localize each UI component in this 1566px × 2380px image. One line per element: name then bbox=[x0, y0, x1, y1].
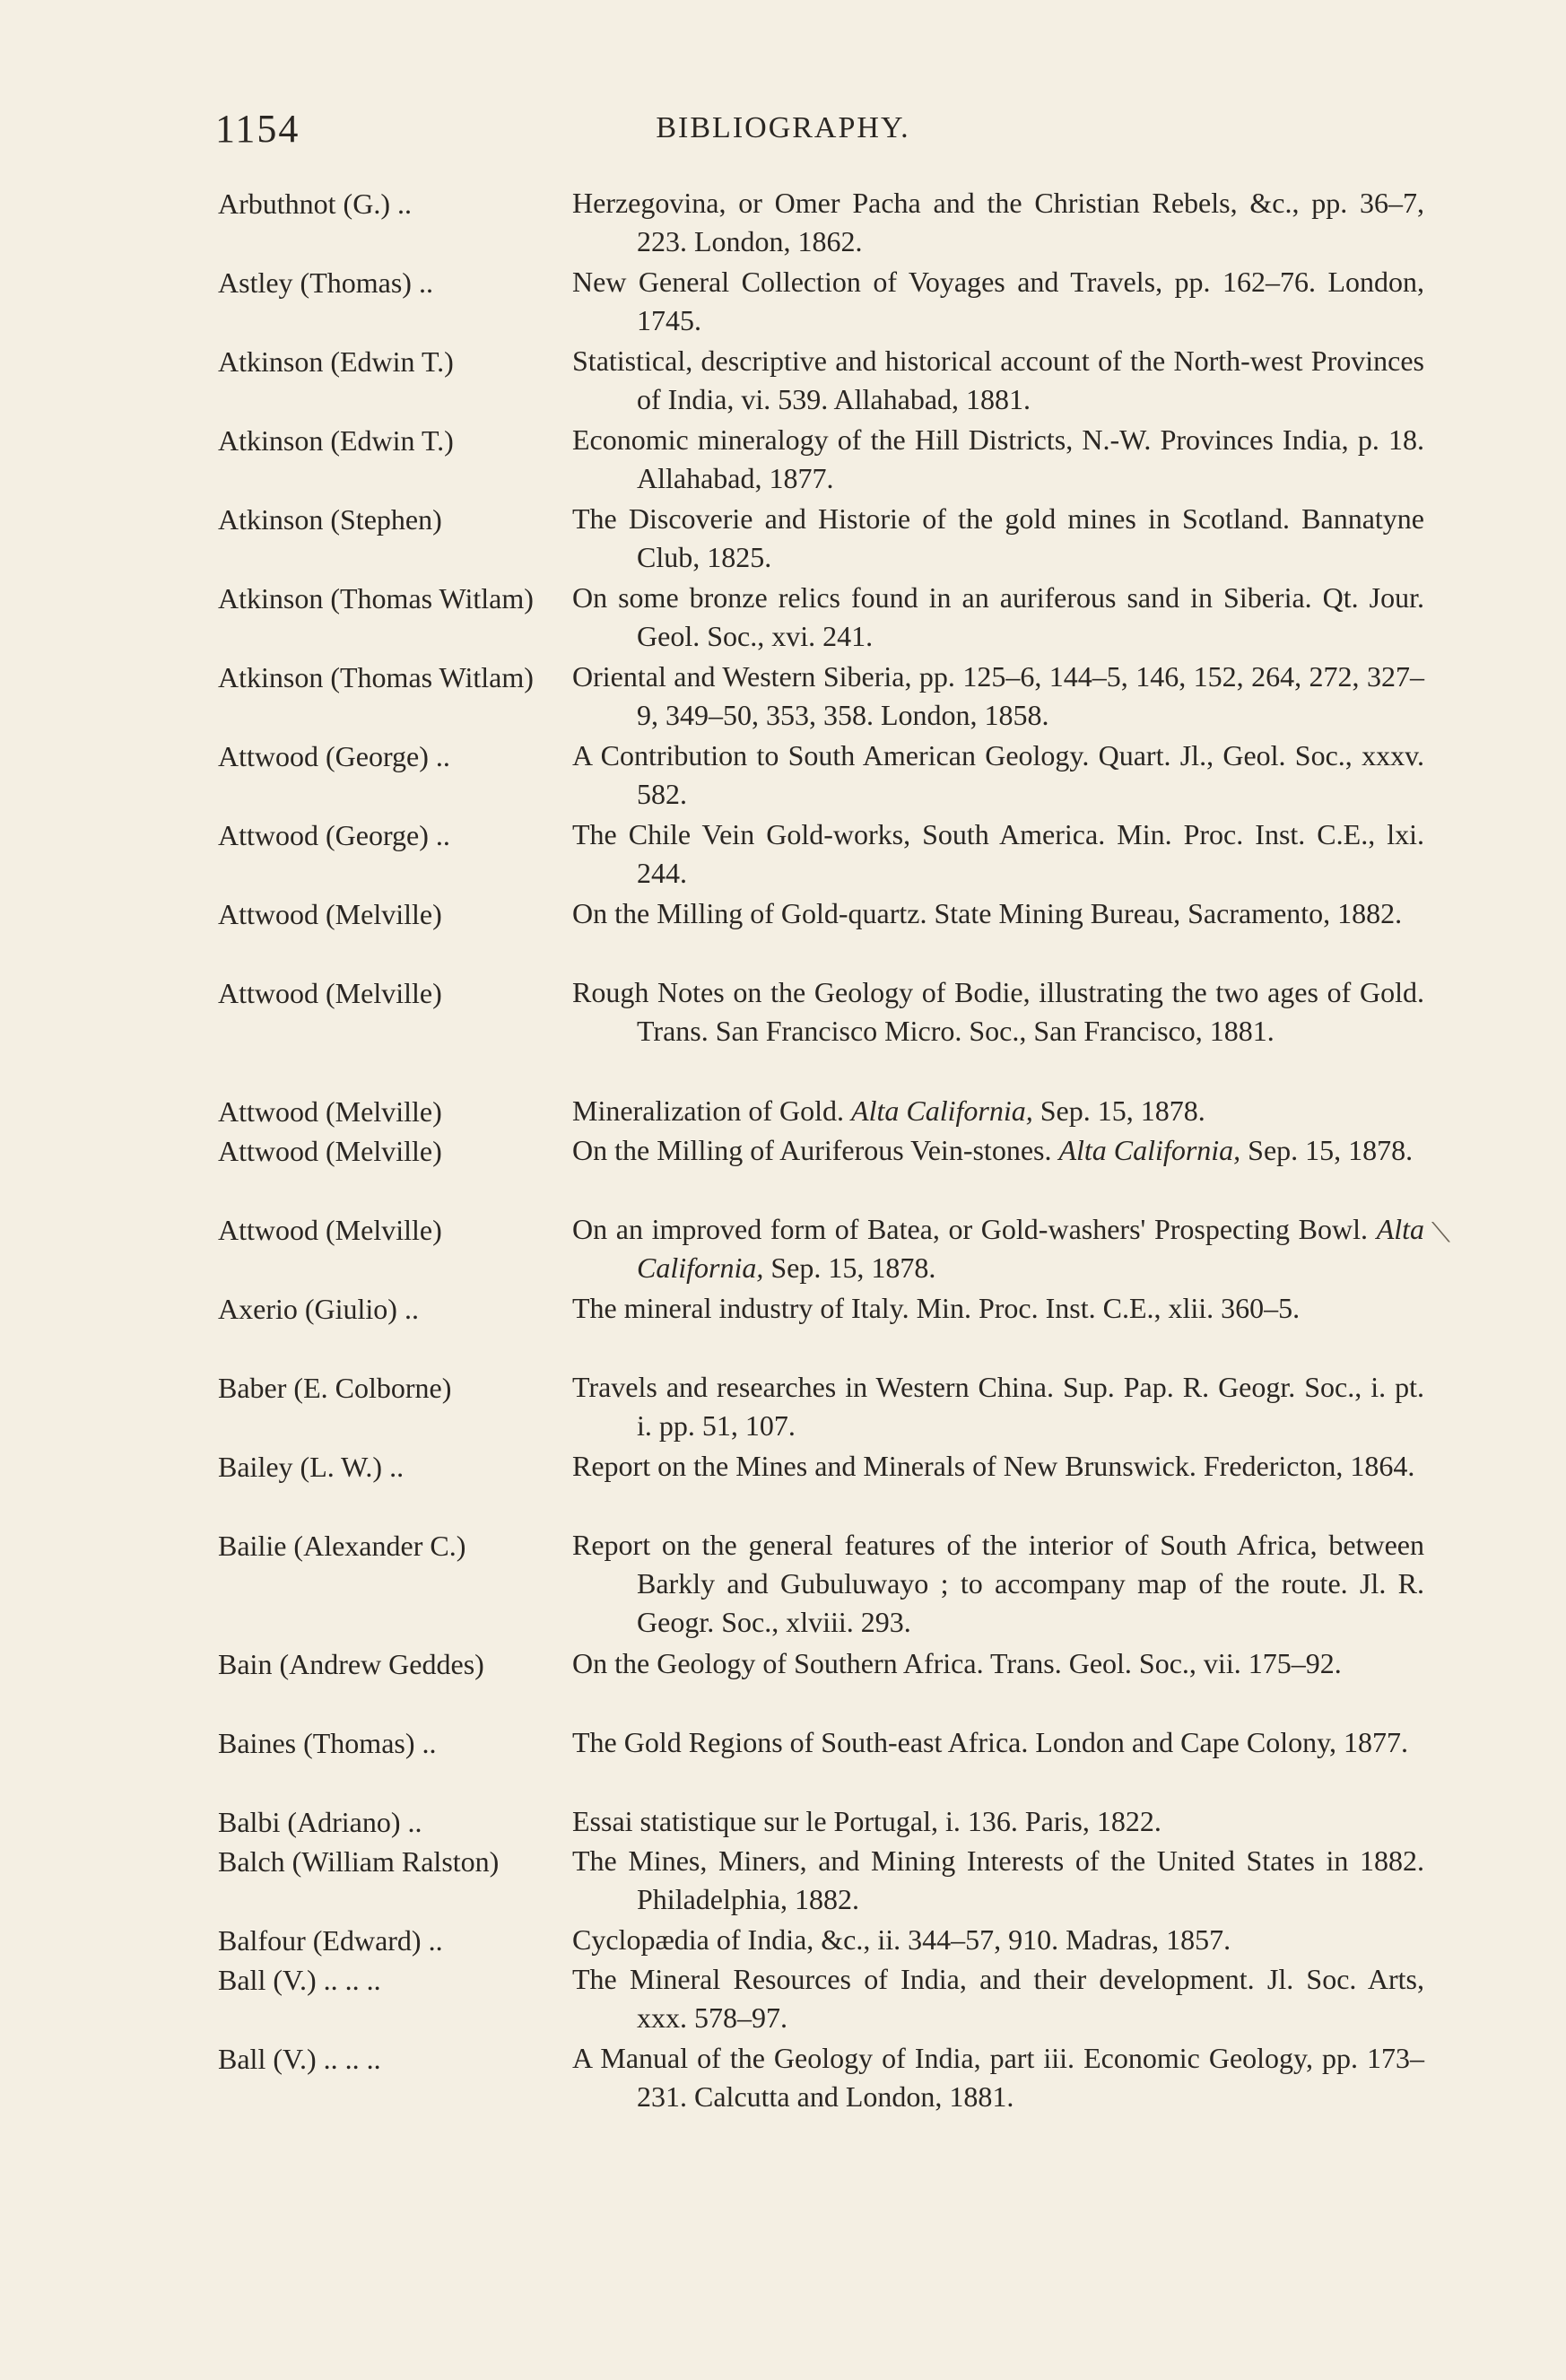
bibliography-entry bbox=[0, 737, 1566, 815]
entry-title: Report on the general features of the interior of South Africa, between Barkly and Gubuluwayo ; to accompany map of the route. Jl. R. Geogr. Soc., xlviii. 293. bbox=[572, 1529, 1424, 1638]
entry-title: On the Milling of Gold-quartz. State Mining Bureau, Sacramento, 1882. bbox=[572, 897, 1403, 929]
entry-journal: Alta California, bbox=[637, 1213, 1425, 1284]
entry-title: A Manual of the Geology of India, part iii. Economic Geology, pp. 173–231. Calcutta and London, 1881. bbox=[572, 2042, 1424, 2113]
entry-author: Attwood (Melville) bbox=[218, 1214, 442, 1246]
entry-title: New General Collection of Voyages and Travels, pp. 162–76. London, 1745. bbox=[572, 266, 1424, 336]
entry-author: Balfour (Edward) .. bbox=[218, 1924, 443, 1957]
entry-title: On the Geology of Southern Africa. Trans. Geol. Soc., vii. 175–92. bbox=[572, 1647, 1342, 1679]
bibliography-entry bbox=[0, 1210, 1566, 1289]
entry-author: Attwood (Melville) bbox=[218, 1095, 442, 1128]
entry-author: Atkinson (Edwin T.) bbox=[218, 345, 454, 378]
entry-title bbox=[572, 1210, 1424, 1287]
bibliography-entry bbox=[0, 1723, 1566, 1802]
entry-journal: Alta California, bbox=[1058, 1134, 1241, 1166]
entry-author: Attwood (George) .. bbox=[218, 819, 450, 851]
entry-title: Herzegovina, or Omer Pacha and the Christian Rebels, &c., pp. 36–7, 223. London, 1862. bbox=[572, 187, 1424, 257]
entry-title bbox=[572, 1092, 1424, 1130]
margin-mark-icon: ⟍ bbox=[1431, 1218, 1450, 1248]
entry-title: Oriental and Western Siberia, pp. 125–6, 144–5, 146, 152, 264, 272, 327–9, 349–50, 353, 358. London, 1858. bbox=[572, 660, 1424, 731]
entry-title-text: On an improved form of Batea, or Gold-washers' Prospecting Bowl. bbox=[572, 1213, 1369, 1245]
bibliography-entry bbox=[0, 973, 1566, 1092]
entry-title: The Gold Regions of South-east Africa. London and Cape Colony, 1877. bbox=[572, 1726, 1408, 1758]
entry-title: Report on the Mines and Minerals of New Brunswick. Fredericton, 1864. bbox=[572, 1450, 1415, 1482]
bibliography-entry bbox=[0, 500, 1566, 579]
bibliography-entry bbox=[0, 1131, 1566, 1210]
page-header bbox=[0, 106, 1566, 160]
entry-author: Ball (V.) .. .. .. bbox=[218, 1964, 381, 1996]
entry-date: Sep. 15, 1878. bbox=[770, 1251, 936, 1284]
bibliography-entry bbox=[0, 421, 1566, 500]
entry-title: The Mineral Resources of India, and their development. Jl. Soc. Arts, xxx. 578–97. bbox=[572, 1963, 1424, 2034]
entry-title: The mineral industry of Italy. Min. Proc. Inst. C.E., xlii. 360–5. bbox=[572, 1292, 1301, 1324]
bibliography-entry bbox=[0, 1368, 1566, 1447]
entry-title-text: On the Milling of Auriferous Vein-stones. bbox=[572, 1134, 1052, 1166]
bibliography-entry bbox=[0, 263, 1566, 342]
entry-author: Attwood (Melville) bbox=[218, 1135, 442, 1167]
bibliography-entry bbox=[0, 658, 1566, 737]
bibliography-list bbox=[0, 184, 1566, 2118]
entry-title: Travels and researches in Western China. Sup. Pap. R. Geogr. Soc., i. pt. i. pp. 51, 107. bbox=[572, 1371, 1424, 1442]
bibliography-entry bbox=[0, 1289, 1566, 1368]
entry-date: Sep. 15, 1878. bbox=[1248, 1134, 1414, 1166]
entry-title: Economic mineralogy of the Hill Districts, N.-W. Provinces India, p. 18. Allahabad, 1877. bbox=[572, 423, 1424, 494]
bibliography-entry bbox=[0, 815, 1566, 894]
entry-title: The Discoverie and Historie of the gold mines in Scotland. Bannatyne Club, 1825. bbox=[572, 502, 1424, 573]
entry-author: Axerio (Giulio) .. bbox=[218, 1293, 419, 1325]
entry-author: Bailey (L. W.) .. bbox=[218, 1451, 405, 1483]
entry-date: Sep. 15, 1878. bbox=[1040, 1094, 1205, 1127]
entry-author: Bailie (Alexander C.) bbox=[218, 1530, 466, 1562]
entry-author: Bain (Andrew Geddes) bbox=[218, 1648, 484, 1680]
entry-author: Atkinson (Stephen) bbox=[218, 503, 442, 536]
entry-title bbox=[572, 1131, 1424, 1170]
entry-author: Attwood (George) .. bbox=[218, 740, 450, 772]
bibliography-entry bbox=[0, 342, 1566, 421]
entry-title: Rough Notes on the Geology of Bodie, illustrating the two ages of Gold. Trans. San Francisco Micro. Soc., San Francisco, 1881. bbox=[572, 976, 1424, 1047]
bibliography-entry bbox=[0, 579, 1566, 658]
bibliography-entry bbox=[0, 894, 1566, 973]
bibliography-entry bbox=[0, 2039, 1566, 2118]
entry-journal: Alta California, bbox=[851, 1094, 1033, 1127]
entry-title: On some bronze relics found in an auriferous sand in Siberia. Qt. Jour. Geol. Soc., xvi. 241. bbox=[572, 581, 1424, 652]
entry-author: Baber (E. Colborne) bbox=[218, 1372, 452, 1404]
entry-author: Atkinson (Thomas Witlam) bbox=[218, 661, 534, 693]
bibliography-entry bbox=[0, 1802, 1566, 1842]
bibliography-entry bbox=[0, 1447, 1566, 1526]
entry-author: Arbuthnot (G.) .. bbox=[218, 187, 412, 220]
entry-title: Essai statistique sur le Portugal, i. 136. Paris, 1822. bbox=[572, 1805, 1161, 1837]
entry-author: Attwood (Melville) bbox=[218, 977, 442, 1009]
bibliography-entry bbox=[0, 1921, 1566, 1960]
entry-author: Atkinson (Edwin T.) bbox=[218, 424, 454, 457]
bibliography-entry bbox=[0, 1526, 1566, 1644]
bibliography-entry bbox=[0, 184, 1566, 263]
entry-title: A Contribution to South American Geology. Quart. Jl., Geol. Soc., xxxv. 582. bbox=[572, 739, 1424, 810]
entry-author: Attwood (Melville) bbox=[218, 898, 442, 930]
entry-author: Baines (Thomas) .. bbox=[218, 1727, 437, 1759]
entry-title: Statistical, descriptive and historical account of the North-west Provinces of India, vi. 539. Allahabad, 1881. bbox=[572, 344, 1424, 415]
running-title: BIBLIOGRAPHY. bbox=[656, 111, 910, 144]
bibliography-entry bbox=[0, 1644, 1566, 1723]
bibliography-entry bbox=[0, 1842, 1566, 1921]
entry-author: Balch (William Ralston) bbox=[218, 1845, 500, 1878]
entry-author: Ball (V.) .. .. .. bbox=[218, 2043, 381, 2075]
bibliography-entry bbox=[0, 1960, 1566, 2039]
entry-title-text: Mineralization of Gold. bbox=[572, 1094, 845, 1127]
entry-author: Astley (Thomas) .. bbox=[218, 266, 433, 299]
page-number: 1154 bbox=[215, 107, 300, 151]
entry-author: Atkinson (Thomas Witlam) bbox=[218, 582, 534, 615]
bibliography-entry bbox=[0, 1092, 1566, 1131]
entry-title: The Mines, Miners, and Mining Interests of the United States in 1882. Philadelphia, 1882. bbox=[572, 1844, 1424, 1915]
entry-title: Cyclopædia of India, &c., ii. 344–57, 910. Madras, 1857. bbox=[572, 1923, 1231, 1956]
entry-author: Balbi (Adriano) .. bbox=[218, 1806, 422, 1838]
entry-title: The Chile Vein Gold-works, South America. Min. Proc. Inst. C.E., lxi. 244. bbox=[572, 818, 1424, 889]
